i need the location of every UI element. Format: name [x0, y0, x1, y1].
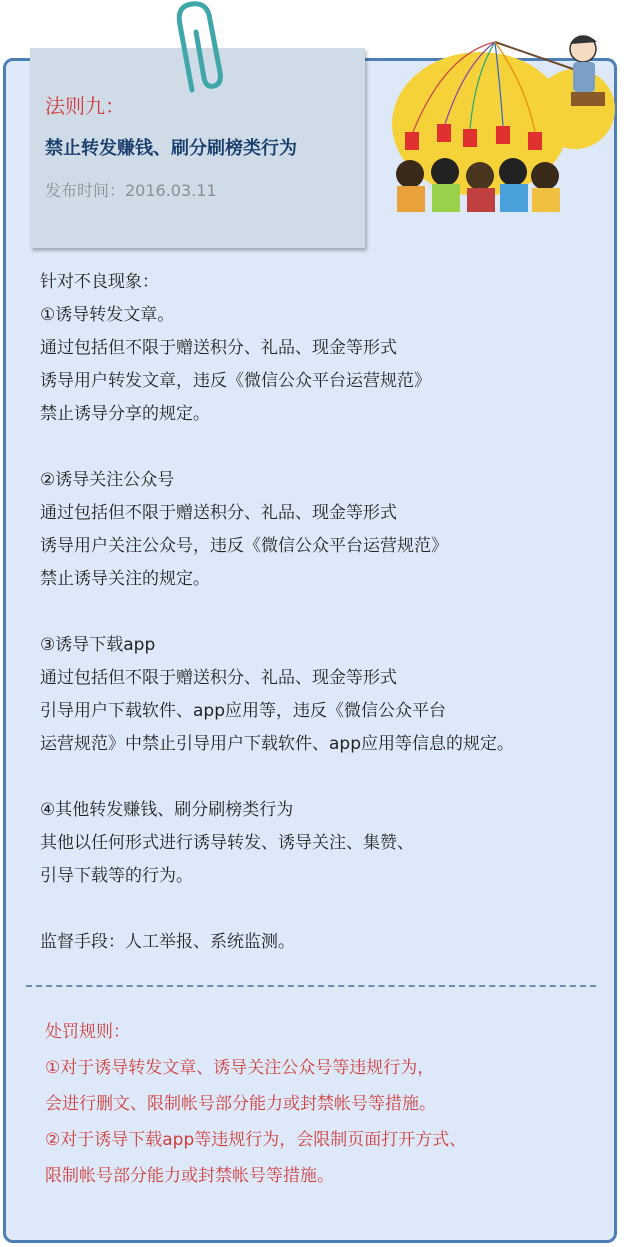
intro-line: 针对不良现象： [40, 272, 159, 292]
section-3-line: 引导用户下载软件、app应用等，违反《微信公众平台 [40, 701, 446, 721]
penalty-title: 处罚规则： [45, 1022, 130, 1042]
section-4-heading: ④其他转发赚钱、刷分刷榜类行为 [40, 800, 294, 820]
penalty-line: 限制帐号部分能力或封禁帐号等措施。 [45, 1166, 334, 1186]
section-1-heading: ①诱导转发文章。 [40, 305, 175, 325]
section-3-line: 通过包括但不限于赠送积分、礼品、现金等形式 [40, 668, 397, 688]
publish-date: 发布时间：2016.03.11 [45, 181, 217, 200]
dashed-divider [26, 985, 596, 987]
penalty-line: ①对于诱导转发文章、诱导关注公众号等违规行为， [45, 1058, 435, 1078]
section-3-line: 运营规范》中禁止引导用户下载软件、app应用等信息的规定。 [40, 734, 514, 754]
section-3-heading: ③诱导下载app [40, 635, 156, 655]
section-4-line: 引导下载等的行为。 [40, 866, 193, 886]
section-2-line: 诱导用户关注公众号，违反《微信公众平台运营规范》 [40, 536, 448, 556]
article-body [40, 266, 610, 959]
law-title: 法则九： [45, 94, 125, 118]
section-1-line: 通过包括但不限于赠送积分、礼品、现金等形式 [40, 338, 397, 358]
penalty-section [45, 1014, 605, 1194]
penalty-line: ②对于诱导下载app等违规行为，会限制页面打开方式、 [45, 1130, 467, 1150]
paperclip-icon [170, 0, 230, 100]
section-2-line: 禁止诱导关注的规定。 [40, 569, 210, 589]
section-2-heading: ②诱导关注公众号 [40, 470, 175, 490]
law-subtitle: 禁止转发赚钱、刷分刷榜类行为 [45, 138, 297, 159]
section-1-line: 禁止诱导分享的规定。 [40, 404, 210, 424]
monitoring-line: 监督手段：人工举报、系统监测。 [40, 932, 295, 952]
penalty-line: 会进行删文、限制帐号部分能力或封禁帐号等措施。 [45, 1094, 436, 1114]
section-4-line: 其他以任何形式进行诱导转发、诱导关注、集赞、 [40, 833, 414, 853]
section-1-line: 诱导用户转发文章，违反《微信公众平台运营规范》 [40, 371, 431, 391]
cartoon-illustration [385, 14, 620, 214]
section-2-line: 通过包括但不限于赠送积分、礼品、现金等形式 [40, 503, 397, 523]
